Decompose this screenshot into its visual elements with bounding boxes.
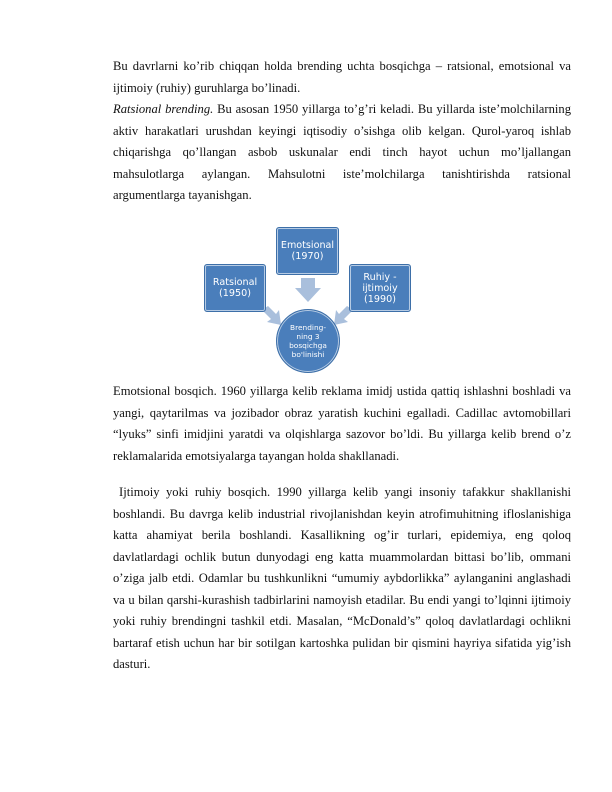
- stage-box-ruhiy: [349, 264, 411, 312]
- stage-ratsional-label: Ratsional: [212, 277, 258, 288]
- stage-ratsional-year: (1950): [219, 288, 251, 299]
- paragraph-emotsional: [113, 381, 571, 467]
- ratsional-term: Ratsional brending.: [113, 102, 214, 116]
- intro-text: Bu davrlarni ko’rib chiqqan holda brending uchta bosqichga – ratsional, emotsional va ijtimoiy (ruhiy) guruhlarga bo’linadi.: [113, 59, 571, 95]
- center-line-2: ning 3: [296, 332, 320, 341]
- center-line-4: bo'linishi: [291, 350, 325, 359]
- stage-box-ratsional: [204, 264, 266, 312]
- paragraph-ijtimoiy: [113, 482, 571, 676]
- stage-emotsional-year: (1970): [291, 251, 324, 262]
- stage-box-emotsional: [276, 227, 339, 275]
- ijtimoiy-text: Ijtimoiy yoki ruhiy bosqich. 1990 yillarga kelib yangi insoniy tafakkur shakllanishi boshlandi. Bu davrga kelib industrial rivojlanishdan keyin atrofimuhitning ifloslanishiga katta ahamiyat berila boshlandi. Kasallikning og’ir turlari, epidemiya, eng qoloq davlatlardagi ochlik butun dunyodagi eng katta muammolardan bittasi bo’lib, ommani o’ziga jalb etdi. Odamlar bu tushkunlikni “umumiy aybdorlikka” aylanganini anglashadi va u bilan qarshi-kurashish tadbirlarini namoyish etadilar. Bu endi yangi to’lqinni ijtimoiy yoki ruhiy brendingni tashkil etdi. Masalan, “McDonald’s” qoloq davlatlardagi ochlikni bartaraf etish uchun har bir sotilgan kartoshka pulidan bir qismini hayriya sifatida yig’ish dasturi.: [113, 485, 571, 671]
- center-line-1: Brending-: [290, 323, 326, 332]
- paragraph-ratsional: [113, 99, 571, 207]
- branding-stages-diagram: [200, 226, 414, 376]
- center-line-3: bosqichga: [289, 341, 327, 350]
- arrow-emotsional-icon: [295, 278, 321, 302]
- stage-ruhiy-label: Ruhiy -: [363, 271, 397, 283]
- center-circle: [276, 309, 340, 373]
- emotsional-text: Emotsional bosqich. 1960 yillarga kelib reklama imidj ustida qattiq ishlashni boshladi va yangi, qaytarilmas va jozibador obraz yaratish kuchini egalladi. Cadillac avtomobillari “lyuks” sinfi imidjini yaratdi va olqishlarga sazovor bo’ldi. Bu yillarga kelib brend o’z reklamalarida emotsiyalarga tayangan holda shakllanadi.: [113, 384, 571, 463]
- paragraph-intro: [113, 56, 571, 99]
- stage-ruhiy-year: (1990): [364, 293, 396, 305]
- stage-ruhiy-label-2: ijtimoiy: [362, 282, 398, 294]
- stage-emotsional-label: Emotsional: [280, 240, 335, 251]
- ratsional-body: Bu asosan 1950 yillarga to’g’ri keladi. Bu yillarda iste’molchilarning aktiv harakatlari urushdan keyingi iqtisodiy o’sishga olib kelgan. Qurol-yaroq ishlab chiqarishga qo’llangan asbob uskunalar endi tinch hayot uchun mo’ljallangan mahsulotlarga aylangan. Mahsulotni iste’molchilarga tanishtirishda ratsional argumentlarga tayanishgan.: [113, 102, 571, 202]
